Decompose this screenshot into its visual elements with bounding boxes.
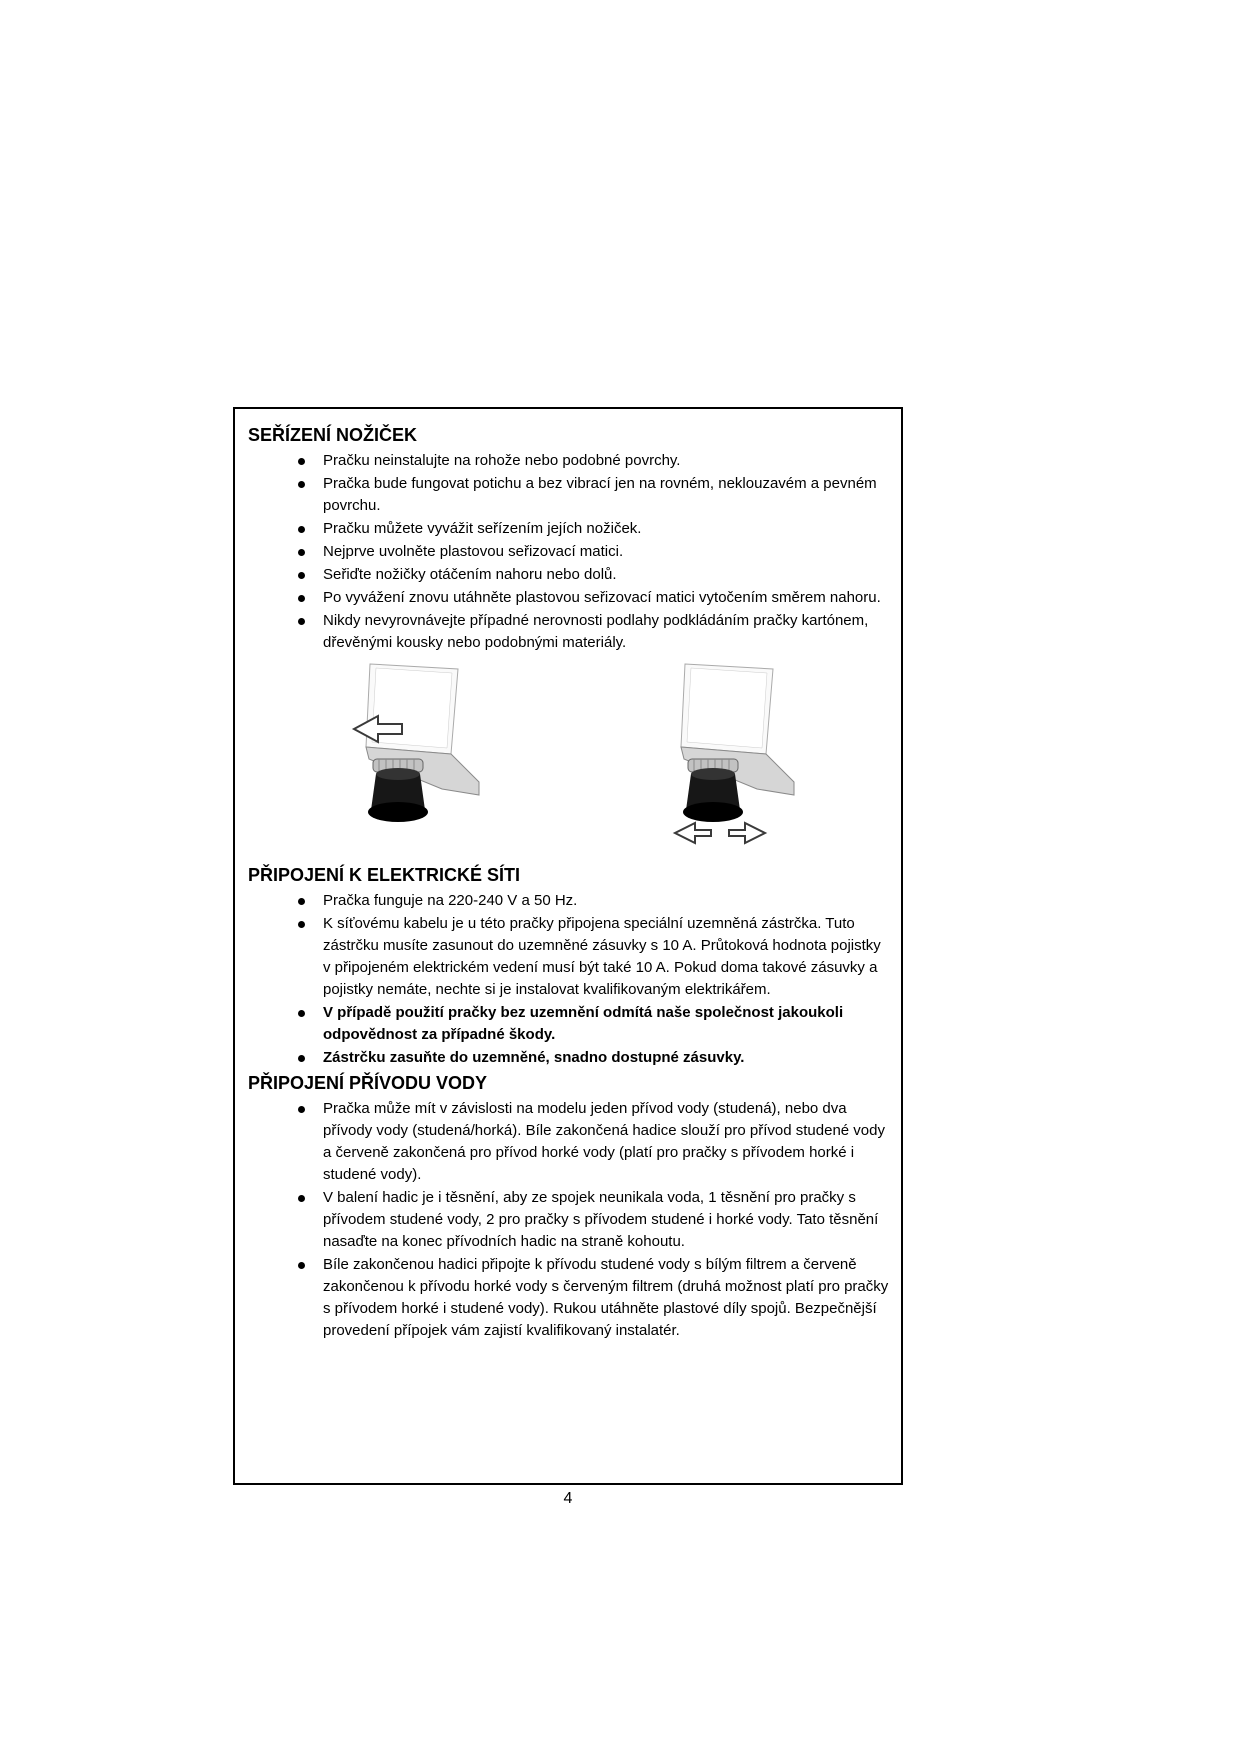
list-item: Po vyvážení znovu utáhněte plastovou seřizovací matici vytočením směrem nahoru. [248,587,889,609]
section-electrical-connection [248,863,889,1069]
list-item: Nikdy nevyrovnávejte případné nerovnosti podlahy podkládáním pračky kartónem, dřevěnými kousky nebo podobnými materiály. [248,610,889,654]
bullet-list-leg-adjustment [248,450,889,654]
list-item: Zástrčku zasuňte do uzemněné, snadno dostupné zásuvky. [248,1047,889,1069]
rotate-arrow-right-icon [729,823,765,843]
list-item: Nejprve uvolněte plastovou seřizovací matici. [248,541,889,563]
list-item: Pračka může mít v závislosti na modelu jeden přívod vody (studená), nebo dva přívody vody (studená/horká). Bíle zakončená hadice slouží pro přívod studené vody a červeně zakončená pro přívod horké vody (platí pro pračky s přívodem horké i studené vody). [248,1098,889,1186]
rotate-arrow-left-icon [675,823,711,843]
list-item: V balení hadic je i těsnění, aby ze spojek neunikala voda, 1 těsnění pro pračky s přívodem studené vody, 2 pro pračky s přívodem studené i horké vody. Tato těsnění nasaďte na konec přívodních hadic na straně kohoutu. [248,1187,889,1253]
machine-panel-inner [372,668,452,748]
list-item: Bíle zakončenou hadici připojte k přívodu studené vody s bílým filtrem a červeně zakončenou k přívodu horké vody s červeným filtrem (druhá možnost platí pro pračky s přívodem horké i studené vody). Rukou utáhněte plastové díly spojů. Bezpečnější provedení přípojek vám zajistí kvalifikovaný instalatér. [248,1254,889,1342]
list-item: Pračka funguje na 220-240 V a 50 Hz. [248,890,889,912]
foot-base [683,802,743,822]
list-item: Pračku můžete vyvážit seřízením jejích nožiček. [248,518,889,540]
foot-adjustment-figure-right [651,662,796,857]
list-item: K síťovému kabelu je u této pračky připojena speciální uzemněná zástrčka. Tuto zástrčku musíte zasunout do uzemněné zásuvky s 10 A. Průtoková hodnota pojistky v připojeném elektrickém vedení musí být také 10 A. Pokud doma takové zásuvky a pojistky nemáte, nechte si je instalovat kvalifikovaným elektrikářem. [248,913,889,1001]
list-item: Seřiďte nožičky otáčením nahoru nebo dolů. [248,564,889,586]
section-title-electrical-connection: PŘIPOJENÍ K ELEKTRICKÉ SÍTI [248,865,521,885]
foot-top [691,768,735,780]
list-item: Pračka bude fungovat potichu a bez vibrací jen na rovném, neklouzavém a pevném povrchu. [248,473,889,517]
section-leg-adjustment [248,423,889,654]
figures-row [336,662,889,857]
washing-machine-foot-rotate-illustration [651,662,796,857]
bullet-list-electrical-connection [248,890,889,1069]
list-item: V případě použití pračky bez uzemnění odmítá naše společnost jakoukoli odpovědnost za případné škody. [248,1002,889,1046]
washing-machine-foot-loosen-illustration [336,662,481,857]
list-item: Pračku neinstalujte na rohože nebo podobné povrchy. [248,450,889,472]
foot-base [368,802,428,822]
foot-adjustment-figure-left [336,662,481,857]
bullet-list-water-supply [248,1098,889,1342]
foot-top [376,768,420,780]
section-title-leg-adjustment: SEŘÍZENÍ NOŽIČEK [248,425,418,445]
machine-panel-inner [687,668,767,748]
page-number: 4 [563,1490,573,1507]
content-border-box [233,407,903,1485]
section-title-water-supply: PŘIPOJENÍ PŘÍVODU VODY [248,1073,488,1093]
section-water-supply [248,1071,889,1342]
